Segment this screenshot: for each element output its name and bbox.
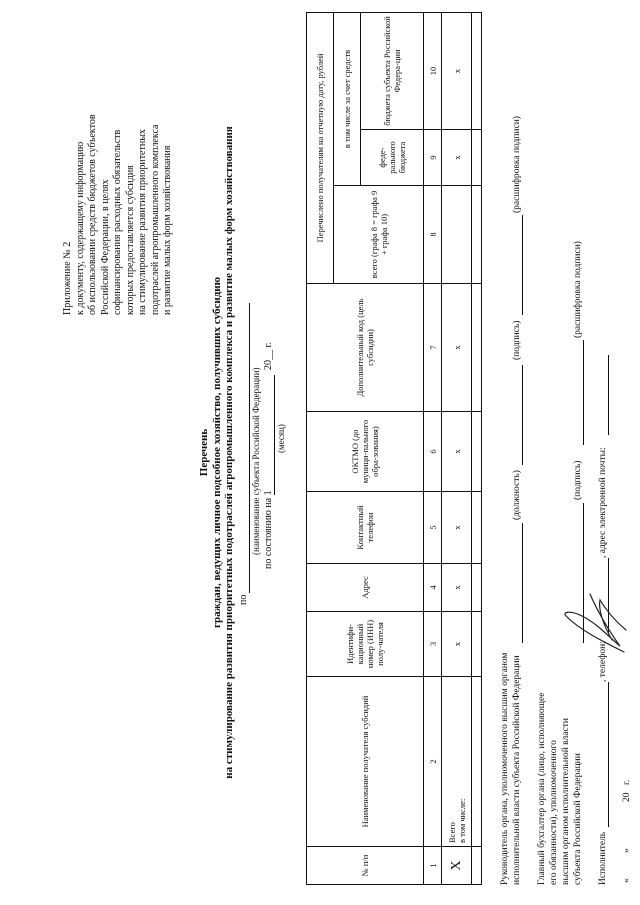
recipients-table — [306, 12, 482, 885]
executor-label: Исполнитель — [598, 831, 608, 885]
accountant-label-1: Главный бухгалтер органа (лицо, исполняющее — [537, 692, 547, 885]
head-label-2: исполнительной власти субъекта Российской Федерации — [512, 655, 522, 885]
accountant-decoding-caption: (расшифровка подписи) — [573, 241, 583, 338]
position-caption: (должность) — [512, 470, 522, 520]
total-oktmo-x: x — [442, 412, 472, 492]
header-incl: в том числе за счет средств — [334, 12, 361, 185]
total-phone-x: x — [442, 492, 472, 564]
date-close-quote: » — [622, 848, 632, 853]
col-number: 8 — [424, 186, 442, 284]
email-label: , адрес электронной почты: — [598, 447, 608, 558]
total-federal-x: x — [442, 130, 472, 186]
appendix-line: Российской Федерации, в целях — [99, 179, 111, 315]
column-numbers-row — [424, 12, 442, 884]
total-row-mark: X — [442, 847, 472, 885]
header-oktmo: ОКТМО (до муници-пального обра-зования) — [307, 412, 424, 492]
col-number: 4 — [424, 564, 442, 612]
header-federal: феде-рального бюджета — [361, 130, 424, 186]
total-sub-label: в том числе: — [456, 798, 467, 843]
signature-stroke — [565, 594, 626, 652]
document-subtitle-2: на стимулирование развития приоритетных подотраслей агропромышленного комплекса и развитие малых форм хозяйствования — [223, 126, 235, 779]
position-line — [522, 523, 523, 643]
total-address-x: x — [442, 564, 472, 612]
col-number: 10 — [424, 12, 442, 129]
col-number: 2 — [424, 677, 442, 847]
accountant-signature-caption: (подпись) — [573, 460, 583, 500]
total-regional-x: x — [442, 12, 472, 129]
total-extra-code-x: x — [442, 284, 472, 412]
appendix-line: которых предоставляется субсидия — [124, 165, 136, 315]
total-row — [442, 12, 472, 884]
accountant-label-3: высшим органом исполнительной власти — [561, 718, 571, 885]
appendix-line: Приложение № 2 — [62, 241, 73, 315]
date-suffix: г. — [622, 779, 632, 785]
col-number: 5 — [424, 492, 442, 564]
email-line — [608, 355, 609, 435]
subject-name-line — [249, 303, 250, 593]
decoding-line — [522, 215, 523, 315]
month-caption: (месяц) — [276, 424, 286, 453]
date-open-quote: « — [622, 878, 632, 883]
accountant-label-4: субъекта Российской Федерации — [573, 753, 583, 885]
total-inn-x: x — [442, 612, 472, 677]
decoding-caption: (расшифровка подписи) — [512, 116, 522, 213]
header-address: Адрес — [307, 564, 424, 612]
appendix-note — [62, 15, 175, 315]
appendix-line: софинансирования расходных обязательств — [112, 129, 123, 315]
phone-label: , телефон: — [598, 641, 608, 682]
appendix-line: на стимулирование развития приоритетных — [137, 129, 148, 315]
as-of-label: по состоянию на 1 — [263, 490, 274, 569]
header-inn: Идентифи-кационный номер (ИНН) полу-чателя — [307, 612, 424, 677]
appendix-line: об использовании средств бюджетов субъектов — [87, 114, 98, 315]
signature-caption: (подпись) — [512, 320, 522, 360]
appendix-line: подотраслей агропромышленного комплекса — [149, 124, 161, 315]
col-number: 7 — [424, 284, 442, 412]
col-number: 6 — [424, 412, 442, 492]
total-row-label — [442, 677, 472, 847]
accountant-label-2: его обязанности), уполномоченного — [549, 740, 559, 885]
header-regional: бюджета субъекта Российской Федера-ции — [361, 12, 424, 129]
header-name: Наименование получателя субсидий — [307, 677, 424, 847]
header-transferred: Перечислено получателям на отчетную дату, рублей — [307, 12, 334, 283]
handwritten-signature — [560, 585, 632, 660]
header-extra-code: Дополнительный код (цель субсидии) — [307, 284, 424, 412]
col-number: 1 — [424, 847, 442, 885]
header-phone: Контактный телефон — [307, 492, 424, 564]
head-label-1: Руководитель органа, уполномоченного высшим органом — [500, 652, 510, 885]
empty-row — [472, 12, 482, 884]
subject-caption: (наименование субъекта Российской Федерации) — [251, 367, 261, 555]
signature-line — [522, 365, 523, 465]
col-number: 9 — [424, 130, 442, 186]
header-num: № п/п — [307, 847, 424, 885]
month-line — [274, 375, 275, 495]
document-subtitle: граждан, ведущих личное подсобное хозяйство, получивших субсидию — [211, 277, 223, 629]
total-sum-cell — [442, 186, 472, 284]
appendix-line: к документу, содержащему информацию — [74, 141, 86, 315]
year-field: 20__ г. — [263, 342, 274, 370]
accountant-decoding-line — [583, 340, 584, 445]
header-total: всего (графа 8 = графа 9 + графа 10) — [334, 186, 424, 284]
document-title: Перечень — [198, 428, 210, 477]
date-year: 20 — [622, 792, 632, 802]
executor-line — [608, 682, 609, 827]
total-label: Всего — [446, 822, 457, 843]
appendix-line: и развитие малых форм хозяйствования — [162, 145, 173, 315]
col-number: 3 — [424, 612, 442, 677]
po-label: по — [238, 594, 249, 605]
